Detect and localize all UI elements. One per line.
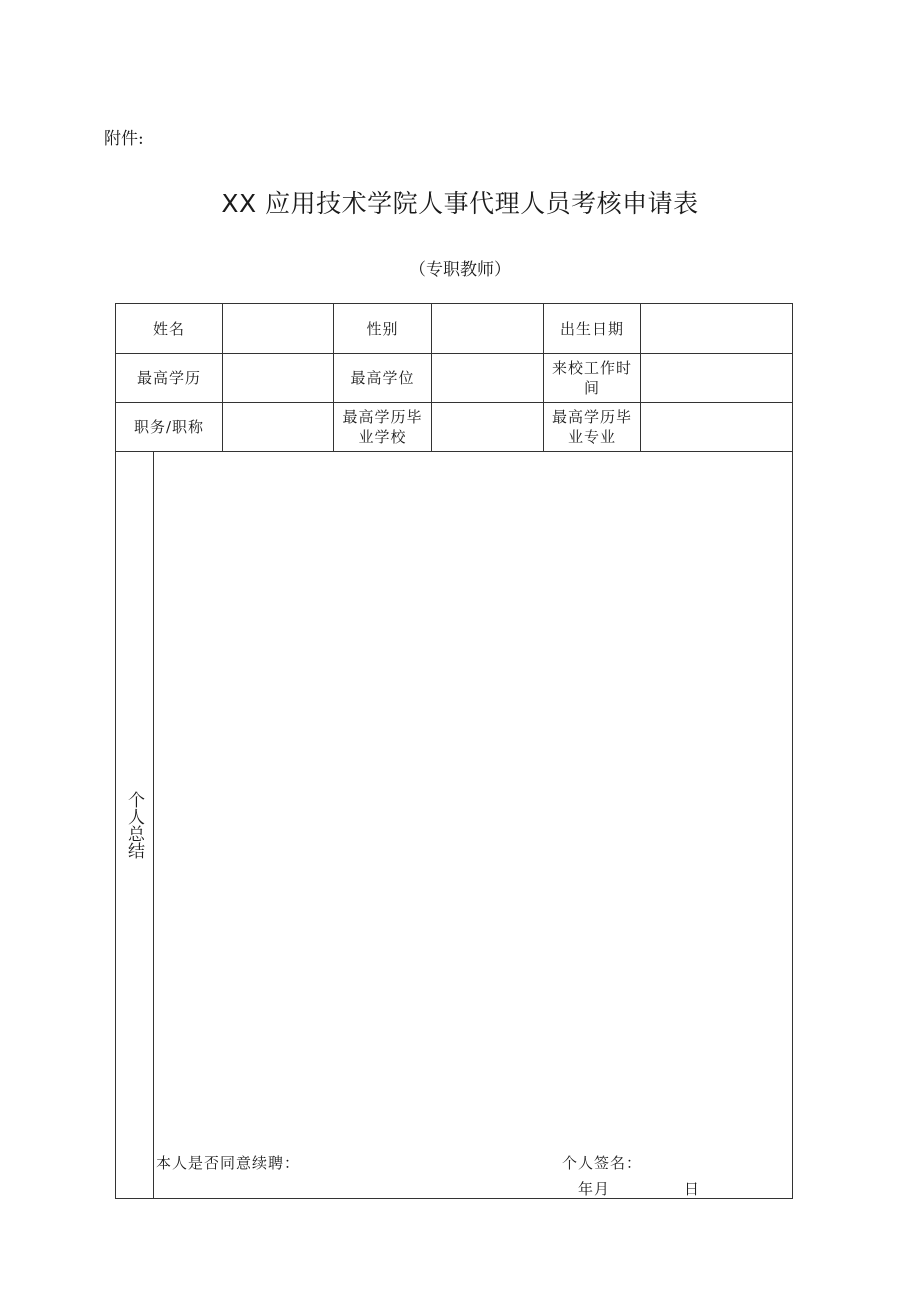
application-form	[115, 303, 793, 1199]
signature-label: 个人签名：	[562, 1154, 643, 1172]
date-year-month-label: 年月	[578, 1180, 611, 1198]
date-day-label: 日	[684, 1180, 700, 1198]
reappointment-label: 本人是否同意续聘：	[156, 1154, 301, 1172]
degree-label: 最高学位	[334, 354, 432, 403]
birth-date-field[interactable]	[641, 304, 792, 354]
job-title-field[interactable]	[223, 403, 334, 452]
name-label: 姓名	[116, 304, 223, 354]
name-field[interactable]	[223, 304, 334, 354]
start-time-label: 来校工作时间	[544, 354, 641, 403]
graduate-school-field[interactable]	[432, 403, 544, 452]
page-title: XX 应用技术学院人事代理人员考核申请表	[221, 189, 699, 218]
job-title-label: 职务/职称	[116, 403, 223, 452]
personal-summary-label	[116, 452, 154, 1198]
graduate-major-field[interactable]	[641, 403, 792, 452]
birth-date-label: 出生日期	[544, 304, 641, 354]
graduate-school-label: 最高学历毕业学校	[334, 403, 432, 452]
graduate-major-label: 最高学历毕业专业	[544, 403, 641, 452]
education-label: 最高学历	[116, 354, 223, 403]
degree-field[interactable]	[432, 354, 544, 403]
education-field[interactable]	[223, 354, 334, 403]
page-subtitle: （专职教师）	[409, 260, 511, 280]
personal-summary-field[interactable]	[154, 452, 792, 1198]
personal-summary-label-text: 个人总结	[124, 791, 144, 859]
gender-label: 性别	[334, 304, 432, 354]
start-time-field[interactable]	[641, 354, 792, 403]
gender-field[interactable]	[432, 304, 544, 354]
attachment-label: 附件:	[104, 129, 144, 149]
